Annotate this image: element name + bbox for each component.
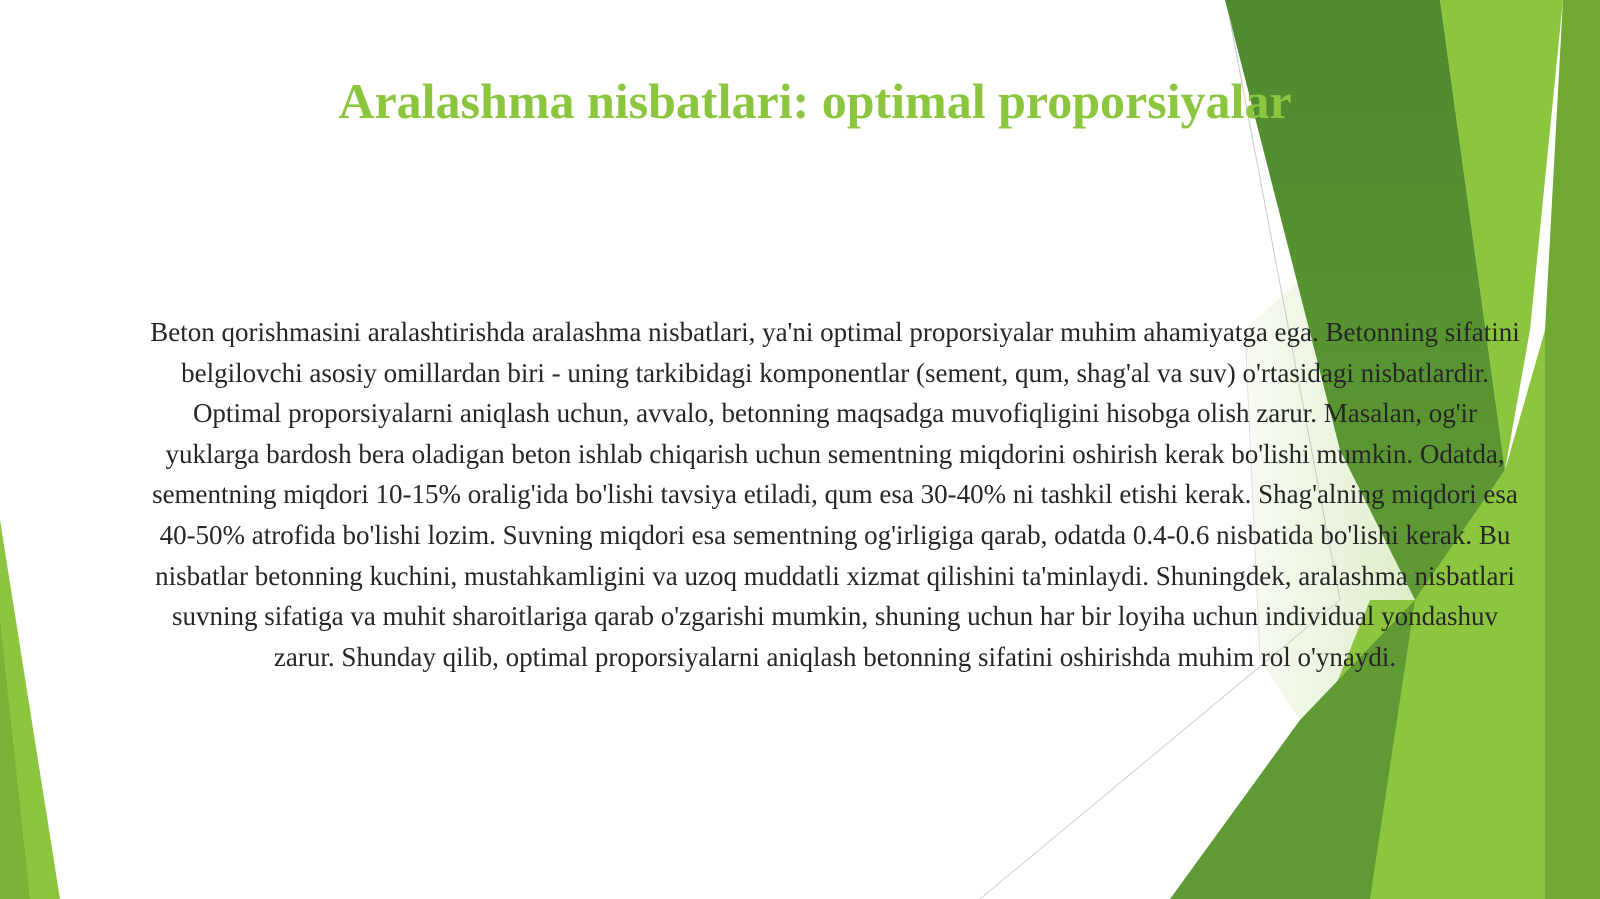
slide-body-text: Beton qorishmasini aralashtirishda aralashma nisbatlari, ya'ni optimal proporsiyalar muhim ahamiyatga ega. Betonning sifatini belgilovchi asosiy omillardan biri - uning tarkibidagi komponentlar (sement, qum, shag'al va suv) o'rtasidagi nisbatlardir. Optimal proporsiyalarni aniqlash uchun, avvalo, betonning maqsadga muvofiqligini hisobga olish zarur. Masalan, og'ir yuklarga bardosh bera oladigan beton ishlab chiqarish uchun sementning miqdorini oshirish kerak bo'lishi mumkin. Odatda, sementning miqdori 10-15% oralig'ida bo'lishi tavsiya etiladi, qum esa 30-40% ni tashkil etishi kerak. Shag'alning miqdori esa 40-50% atrofida bo'lishi lozim. Suvning miqdori esa sementning og'irligiga qarab, odatda 0.4-0.6 nisbatida bo'lishi kerak. Bu nisbatlar betonning kuchini, mustahkamligini va uzoq muddatli xizmat qilishini ta'minlaydi. Shuningdek, aralashma nisbatlari suvning sifatiga va muhit sharoitlariga qarab o'zgarishi mumkin, shuning uchun har bir loyiha uchun individual yondashuv zarur. Shunday qilib, optimal proporsiyalarni aniqlash betonning sifatini oshirishda muhim rol o'ynaydi. (150, 317, 1520, 672)
slide-title: Aralashma nisbatlari: optimal proporsiyalar (338, 73, 1292, 129)
